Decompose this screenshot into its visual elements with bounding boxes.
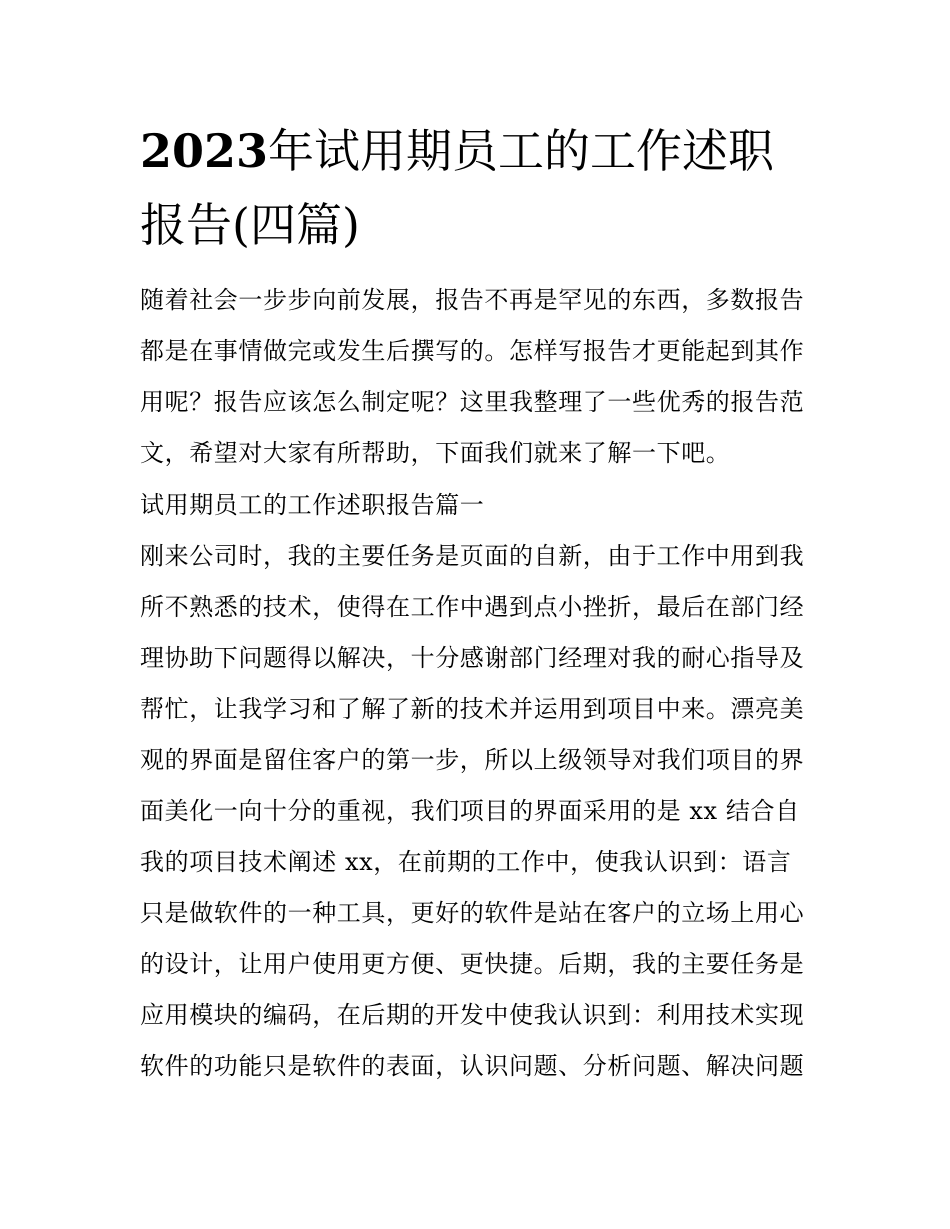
section-line: 只是做软件的一种工具，更好的软件是站在客户的立场上用心	[140, 899, 805, 927]
intro-line: 都是在事情做完或发生后撰写的。怎样写报告才更能起到其作	[140, 337, 805, 365]
title-year: 2023	[140, 124, 269, 178]
section-line: 应用模块的编码，在后期的开发中使我认识到：利用技术实现	[140, 1001, 805, 1029]
section-line: 刚来公司时，我的主要任务是页面的自新，由于工作中用到我	[140, 542, 805, 570]
section-line: 帮忙，让我学习和了解了新的技术并运用到项目中来。漂亮美	[140, 695, 805, 723]
section-heading	[140, 480, 820, 531]
section-line: 我的项目技术阐述 xx，在前期的工作中，使我认识到：语言	[140, 848, 792, 876]
section-paragraph	[140, 531, 820, 1092]
title-line2-text: 报告(四篇)	[140, 198, 360, 252]
document-title	[140, 114, 820, 262]
intro-line: 随着社会一步步向前发展，报告不再是罕见的东西，多数报告	[140, 286, 805, 314]
section-line: 软件的功能只是软件的表面，认识问题、分析问题、解决问题	[140, 1052, 805, 1080]
section-line: 的设计，让用户使用更方便、更快捷。后期，我的主要任务是	[140, 950, 805, 978]
intro-line: 文，希望对大家有所帮助，下面我们就来了解一下吧。	[140, 439, 731, 467]
intro-paragraph	[140, 275, 820, 479]
section-line: 观的界面是留住客户的第一步，所以上级领导对我们项目的界	[140, 746, 805, 774]
section-line: 面美化一向十分的重视，我们项目的界面采用的是 xx 结合自	[140, 797, 800, 825]
section-line: 所不熟悉的技术，使得在工作中遇到点小挫折，最后在部门经	[140, 593, 805, 621]
intro-line: 用呢？报告应该怎么制定呢？这里我整理了一些优秀的报告范	[140, 388, 805, 416]
section-heading-text: 试用期员工的工作述职报告篇一	[140, 491, 485, 519]
section-line: 理协助下问题得以解决，十分感谢部门经理对我的耐心指导及	[140, 644, 805, 672]
title-line1-text: 年试用期员工的工作述职	[268, 124, 775, 178]
